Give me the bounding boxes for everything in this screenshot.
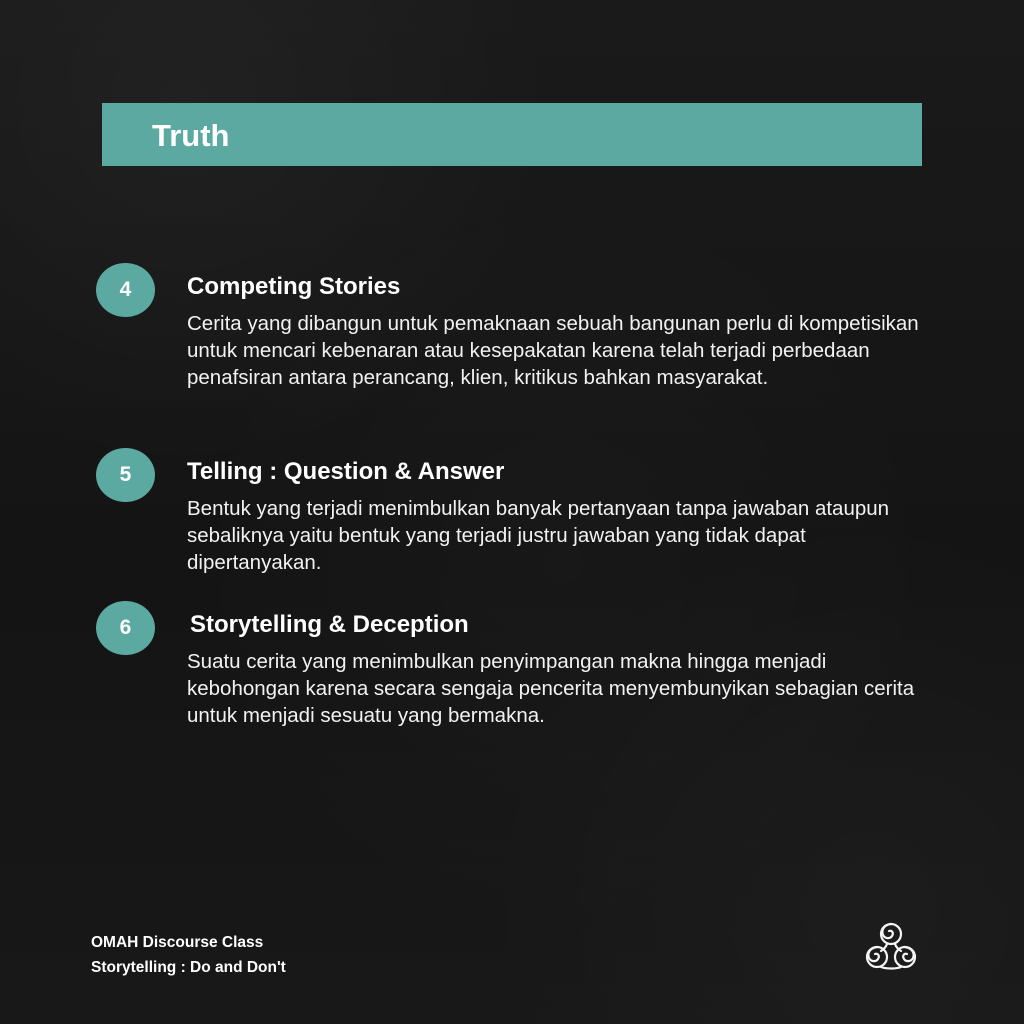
footer-topic: Storytelling : Do and Don't: [91, 959, 286, 976]
item-description: Cerita yang dibangun untuk pemaknaan sebuah bangunan perlu di kompetisikan untuk mencari kebenaran atau kesepakatan karena telah terjadi perbedaan penafsiran antara perancang, klien, kritikus bahkan masyarakat.: [187, 312, 919, 390]
item-description: Suatu cerita yang menimbulkan penyimpangan makna hingga menjadi kebohongan karena secara sengaja pencerita menyembunyikan sebagian cerita untuk menjadi sesuatu yang bermakna.: [187, 650, 915, 728]
item-description: Bentuk yang terjadi menimbulkan banyak pertanyaan tanpa jawaban ataupun sebaliknya yaitu bentuk yang terjadi justru jawaban yang tidak dapat dipertanyakan.: [187, 497, 890, 575]
footer: [91, 930, 286, 980]
title-banner: [102, 103, 922, 166]
item-heading: Telling : Question & Answer: [187, 458, 505, 485]
item-number-badge: 4: [96, 263, 155, 317]
item-number-badge: 6: [96, 601, 155, 655]
page-title: Truth: [152, 118, 230, 153]
triple-spiral-icon: [859, 918, 923, 978]
item-number-badge: 5: [96, 448, 155, 502]
footer-class-name: OMAH Discourse Class: [91, 934, 264, 951]
item-heading: Competing Stories: [187, 273, 401, 300]
item-heading: Storytelling & Deception: [190, 611, 469, 638]
